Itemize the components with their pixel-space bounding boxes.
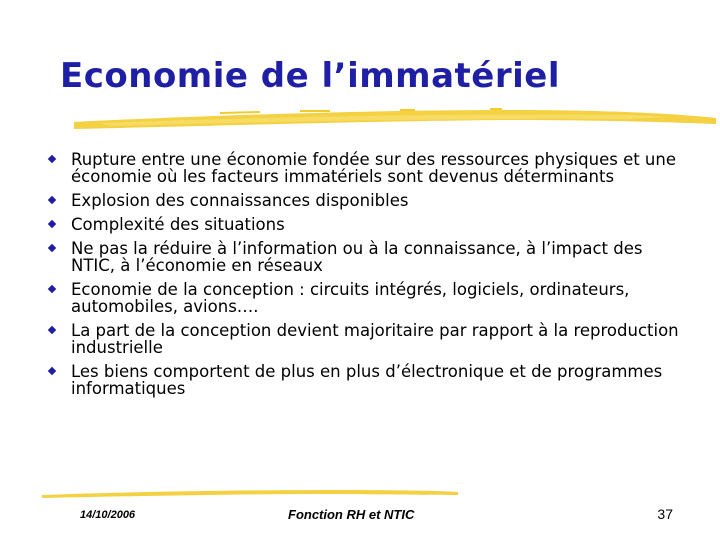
footer-divider-brush [40, 486, 460, 500]
bullet-text: Economie de la conception : circuits intégrés, logiciels, ordinateurs, automobiles, avions…. [71, 280, 630, 316]
diamond-bullet-icon [48, 285, 56, 293]
bullet-item [46, 240, 686, 274]
diamond-bullet-icon [48, 367, 56, 375]
bullet-text: Ne pas la réduire à l’information ou à la connaissance, à l’impact des NTIC, à l’économie en réseaux [71, 239, 643, 275]
bullet-item [46, 216, 686, 233]
diamond-bullet-icon [48, 244, 56, 252]
bullet-text: La part de la conception devient majoritaire par rapport à la reproduction industrielle [71, 321, 679, 357]
bullet-text: Les biens comportent de plus en plus d’électronique et de programmes informatiques [71, 362, 663, 398]
diamond-bullet-icon [48, 326, 56, 334]
bullet-list [46, 151, 686, 404]
footer-date: 14/10/2006 [80, 509, 136, 521]
bullet-text: Rupture entre une économie fondée sur des ressources physiques et une économie où les facteurs immatériels sont devenus déterminants [71, 150, 676, 186]
bullet-text: Explosion des connaissances disponibles [71, 191, 409, 210]
bullet-item [46, 151, 686, 185]
diamond-bullet-icon [48, 155, 56, 163]
bullet-item [46, 363, 686, 397]
diamond-bullet-icon [48, 196, 56, 204]
bullet-item [46, 281, 686, 315]
bullet-text: Complexité des situations [71, 215, 285, 234]
title-underline-brush [70, 104, 720, 132]
page-number: 37 [657, 506, 673, 522]
diamond-bullet-icon [48, 220, 56, 228]
bullet-item [46, 322, 686, 356]
slide-title: Economie de l’immatériel [60, 56, 560, 96]
footer-title: Fonction RH et NTIC [288, 507, 415, 522]
bullet-item [46, 192, 686, 209]
